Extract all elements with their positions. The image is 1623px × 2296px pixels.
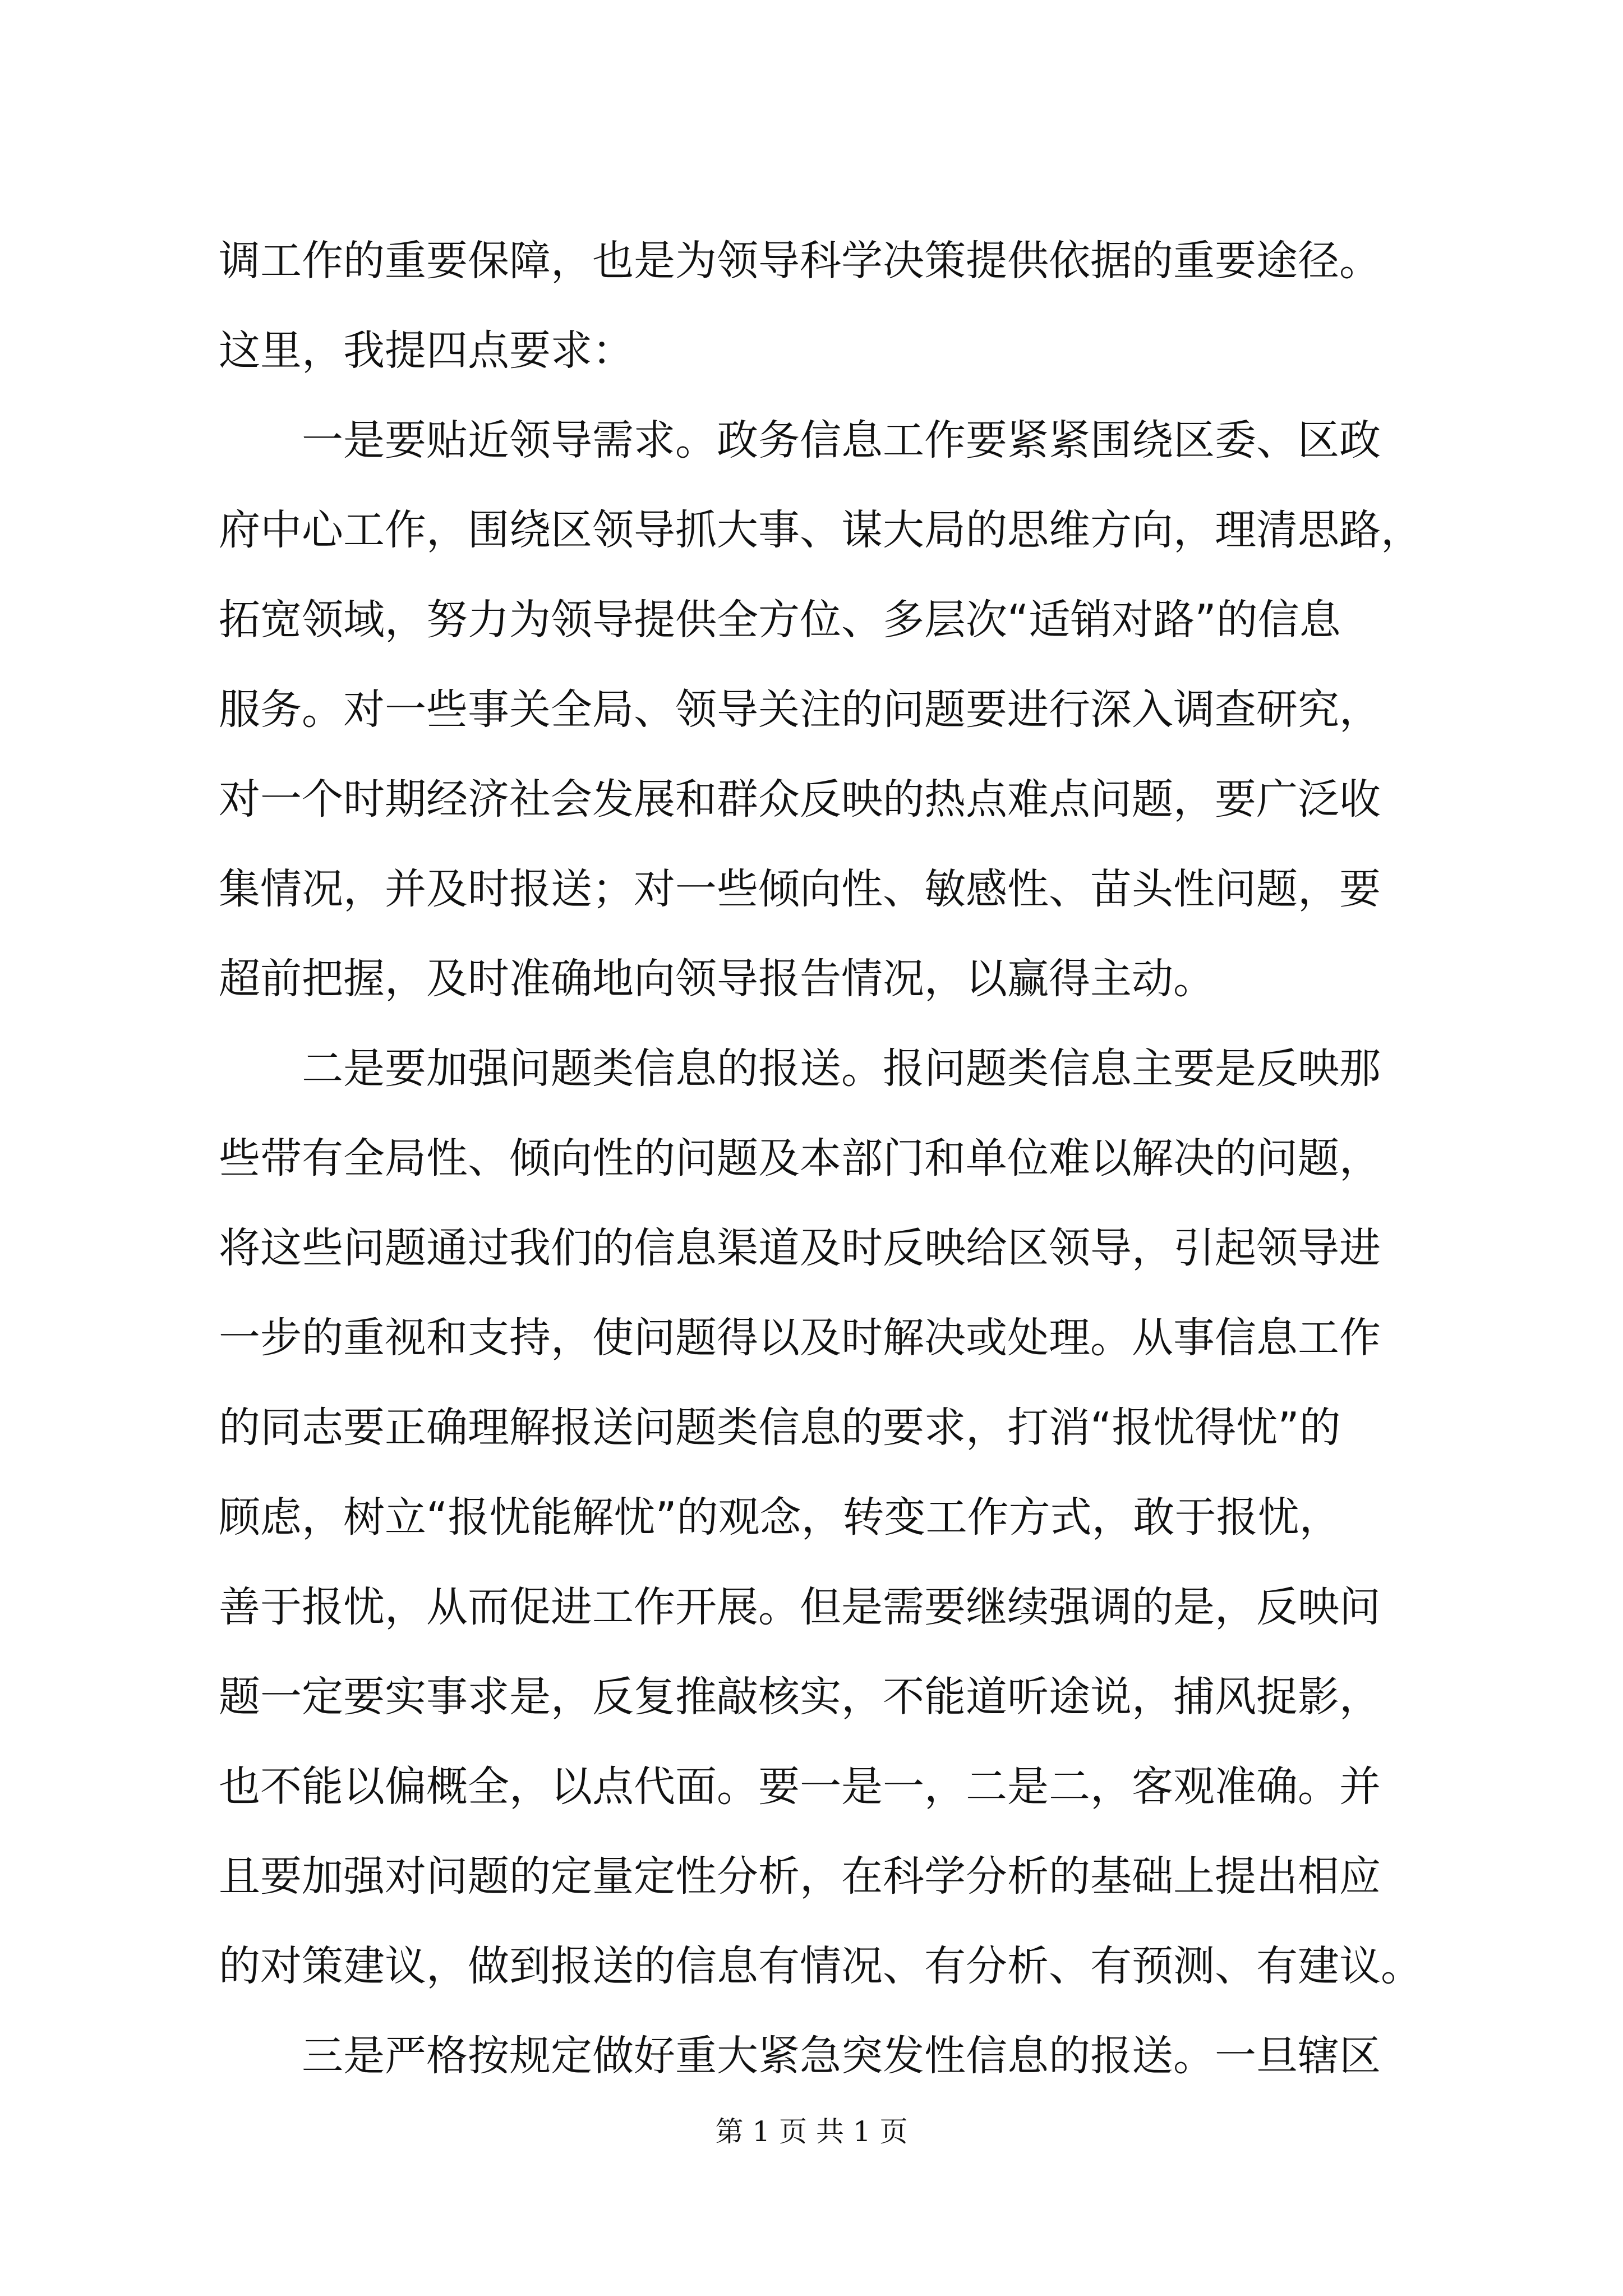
text-line: 对一个时期经济社会发展和群众反映的热点难点问题，要广泛收 — [219, 775, 1381, 823]
text-line: 也不能以偏概全，以点代面。要一是一，二是二，客观准确。并 — [219, 1763, 1381, 1811]
text-line: 一步的重视和支持，使问题得以及时解决或处理。从事信息工作 — [219, 1314, 1381, 1362]
document-body — [219, 216, 1422, 2101]
text-line: 将这些问题通过我们的信息渠道及时反映给区领导，引起领导进 — [219, 1224, 1381, 1272]
text-line: 善于报忧，从而促进工作开展。但是需要继续强调的是，反映问 — [219, 1583, 1381, 1631]
text-line: 题一定要实事求是，反复推敲核实，不能道听途说，捕风捉影， — [219, 1673, 1381, 1721]
text-line: 二是要加强问题类信息的报送。报问题类信息主要是反映那 — [302, 1045, 1381, 1093]
text-line: 这里，我提四点要求： — [219, 326, 634, 375]
text-line: 集情况，并及时报送；对一些倾向性、敏感性、苗头性问题，要 — [219, 865, 1381, 913]
text-line: 调工作的重要保障，也是为领导科学决策提供依据的重要途径。 — [219, 237, 1381, 285]
text-line: 服务。对一些事关全局、领导关注的问题要进行深入调查研究， — [219, 685, 1381, 734]
text-line: 三是严格按规定做好重大紧急突发性信息的报送。一旦辖区 — [302, 2032, 1381, 2080]
text-line: 些带有全局性、倾向性的问题及本部门和单位难以解决的问题， — [219, 1134, 1381, 1182]
text-line: 且要加强对问题的定量定性分析，在科学分析的基础上提出相应 — [219, 1852, 1381, 1901]
text-line: 一是要贴近领导需求。政务信息工作要紧紧围绕区委、区政 — [302, 416, 1381, 464]
text-line: 府中心工作，围绕区领导抓大事、谋大局的思维方向，理清思路， — [219, 506, 1422, 554]
text-line: 的同志要正确理解报送问题类信息的要求，打消“报忧得忧”的 — [219, 1404, 1341, 1452]
text-line: 拓宽领域，努力为领导提供全方位、多层次“适销对路”的信息 — [219, 596, 1341, 644]
page-footer: 第 1 页 共 1 页 — [715, 2115, 908, 2148]
text-line: 顾虑，树立“报忧能解忧”的观念，转变工作方式，敢于报忧， — [219, 1493, 1341, 1542]
text-line: 超前把握，及时准确地向领导报告情况，以赢得主动。 — [219, 955, 1215, 1003]
text-line: 的对策建议，做到报送的信息有情况、有分析、有预测、有建议。 — [219, 1942, 1422, 1990]
